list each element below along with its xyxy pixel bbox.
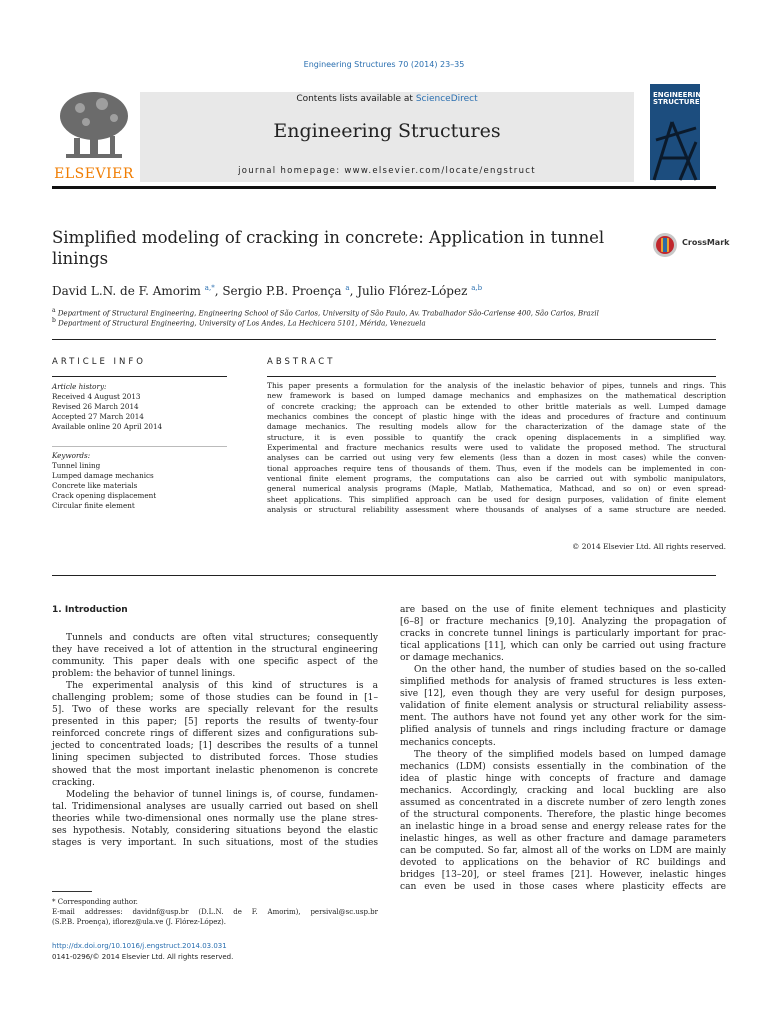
author-list: [52, 284, 712, 298]
abstract-line: ventional finite element programs, the computations can also be carried out with symbolic manipulators,: [267, 474, 726, 484]
abstract-line: tional approaches require tens of thousands of them. Thus, even if the models can be implemented in con-: [267, 463, 726, 473]
text-line: showed that the most important inelastic phenomenon is concrete: [52, 765, 378, 776]
text-line: mechanics concepts.: [400, 737, 496, 748]
abstract-line: of concrete cracking; the approach can be extended to other brittle materials as well. Lumped damage: [267, 401, 726, 411]
text-line: mechanics. Accordingly, cracking and local buckling are also: [400, 785, 726, 796]
abstract-body: [267, 381, 726, 515]
text-line: theories while two-dimensional ones normally use the plane stres-: [52, 813, 378, 824]
abstract-line: analyses can be carried out using very few elements (less than a dozen in most cases) while the conven-: [267, 453, 726, 463]
abstract-line: mechanics combines the concept of plastic hinge with the ideas and procedures of fracture and continuum: [267, 412, 726, 422]
text-line: validation of finite element analysis or structural reliability assess-: [400, 701, 726, 712]
text-line: cracks in concrete tunnel linings is particularly important for prac-: [400, 629, 726, 640]
text-line: an inelastic hinge in a broad sense and energy release rates for the: [400, 821, 726, 832]
journal-homepage[interactable]: journal homepage: www.elsevier.com/locate/engstruct: [238, 166, 536, 176]
text-line: of the structural components. Therefore, the plastic hinge becomes: [400, 809, 726, 820]
journal-cover-image: [650, 84, 708, 180]
text-line: mechanics (LDM) consists essentially in the combination of the: [400, 761, 726, 772]
body-column-right: [400, 604, 726, 893]
text-line: assumed as concentrated in a discrete number of zero length zones: [400, 797, 726, 808]
text-line: On the other hand, the number of studies based on the so-called: [414, 665, 726, 676]
text-line: or damage mechanics.: [400, 653, 504, 664]
text-line: bridges [13–20], or steel frames [21]. However, inelastic hinges: [400, 870, 726, 881]
footnote-rule: [52, 891, 92, 892]
author-affiliation-mark[interactable]: a,b: [471, 284, 483, 292]
text-line: Tunnels and conducts are often vital structures; consequently: [66, 633, 378, 643]
elsevier-wordmark: ELSEVIER: [54, 166, 134, 182]
contents-line: [140, 94, 634, 104]
abstract-line: damage mechanics. The resulting models allow for the characterization of the damage state of the: [267, 422, 726, 432]
corresponding-author-mark[interactable]: *: [211, 284, 215, 292]
abstract-end-rule: [52, 575, 716, 576]
author-affiliation-mark[interactable]: a,: [204, 284, 212, 292]
author-separator: ,: [349, 284, 358, 298]
abstract-line: general numerical analysis programs (Maple, Matlab, Mathematica, Mathcad, and so on) or even spread-: [267, 484, 726, 494]
text-line: lining specimen subjected to distributed forces. Those studies: [52, 753, 378, 764]
author-name: Sergio P.B. Proença: [222, 284, 342, 298]
doi-link[interactable]: http://dx.doi.org/10.1016/j.engstruct.2014.03.031: [52, 942, 227, 950]
affiliation-b: [52, 317, 712, 327]
text-line: can even be used in those cases where plasticity effects are: [400, 882, 726, 893]
contents-prefix: Contents lists available at: [296, 94, 416, 104]
affiliation-mark: b: [52, 317, 56, 324]
text-line: challenging problem; some of those studies can be found in [1–: [52, 693, 378, 704]
keywords-label: Keywords:: [52, 451, 91, 460]
text-line: problem: the behavior of tunnel linings.: [52, 669, 236, 680]
article-history: [52, 382, 227, 432]
history-online: Available online 20 April 2014: [52, 422, 163, 431]
history-revised: Revised 26 March 2014: [52, 402, 139, 411]
keywords: [52, 451, 227, 511]
text-line: community. This paper deals with one specific aspect of the: [52, 657, 378, 668]
text-line: [6–8] or fracture mechanics [9,10]. Analyzing the propagation of: [400, 617, 726, 628]
author-name: David L.N. de F. Amorim: [52, 284, 201, 298]
history-label: Article history:: [52, 382, 107, 391]
crossmark-label: CrossMark: [682, 238, 730, 247]
section-heading-introduction: 1. Introduction: [52, 605, 128, 615]
header-rule: [52, 186, 716, 189]
article-info-rule: [52, 376, 227, 377]
abstract-line: structure, it is even possible to quantify the crack opening displacements in a simplified way.: [267, 432, 726, 442]
abstract-line: new framework is based on lumped damage mechanics and emphasizes on the mathematical description: [267, 391, 726, 401]
keyword: Crack opening displacement: [52, 491, 157, 500]
cover-title: ENGINEERING STRUCTURES: [653, 91, 708, 106]
text-line: devoted to applications on the behavior of RC buildings and: [400, 857, 726, 868]
history-received: Received 4 August 2013: [52, 392, 141, 401]
keyword: Lumped damage mechanics: [52, 471, 154, 480]
text-line: * Corresponding author.: [52, 898, 138, 906]
text-line: 5]. Two of these works are specially relevant for the results: [52, 705, 378, 716]
history-keywords-divider: [52, 446, 227, 447]
keyword: Concrete like materials: [52, 481, 138, 490]
text-line: The experimental analysis of this kind of structures is a: [66, 681, 378, 692]
text-line: plified analysis of tunnels and rings including fracture or damage: [400, 725, 726, 736]
body-column-left: [52, 632, 378, 849]
author-affiliation-mark[interactable]: a: [345, 284, 350, 292]
text-line: cracking.: [52, 777, 95, 788]
text-line: inelastic hinges, as well as other fracture and damage parameters: [400, 833, 726, 844]
text-line: Modeling the behavior of tunnel linings is, of course, fundamen-: [66, 789, 378, 800]
journal-title: Engineering Structures: [273, 120, 501, 142]
abstract-line: This paper presents a formulation for the analysis of the inelastic behavior of pipes, tunnels and rings. This: [267, 381, 726, 390]
abstract-line: Experimental and fracture mechanics results were used to validate the proposed method. The structural: [267, 443, 726, 453]
article-info-heading: ARTICLE INFO: [52, 357, 146, 367]
abstract-copyright: © 2014 Elsevier Ltd. All rights reserved.: [571, 542, 726, 551]
text-line: jected to concentrated loads; [1] describes the results of a tunnel: [52, 741, 378, 752]
text-line: presented in this paper; [5] reports the results of twenty-four: [52, 717, 378, 728]
affiliation-mark: a: [52, 307, 56, 314]
affiliation-text: Department of Structural Engineering, University of Los Andes, La Hechicera 5101, Mérida, Venezuela: [58, 319, 426, 328]
affiliation-a: [52, 307, 712, 317]
author-separator: ,: [214, 284, 223, 298]
affiliation-text: Department of Structural Engineering, Engineering School of São Carlos, University of São Paulo, Av. Trabalhador São-Carlense 400, São Carlos, Brazil: [57, 309, 599, 318]
issn-copyright: 0141-0296/© 2014 Elsevier Ltd. All rights reserved.: [52, 953, 234, 961]
text-line: tal. Tridimensional analyses are usually carried out based on shell: [52, 801, 378, 812]
paper-title: Simplified modeling of cracking in concrete: Application in tunnel linings: [52, 228, 605, 268]
text-line: E-mail addresses: davidnf@usp.br (D.L.N. de F. Amorim), persival@sc.usp.br: [52, 908, 378, 916]
text-line: sive [12], even though they are very useful for design purposes,: [400, 689, 726, 700]
abstract-heading: ABSTRACT: [267, 357, 336, 367]
abstract-line: sheet applications. This simplified approach can be used for design purposes, validation of finite element: [267, 494, 726, 504]
journal-reference[interactable]: Engineering Structures 70 (2014) 23–35: [303, 60, 465, 69]
text-line: (S.P.B. Proença), iflorez@ula.ve (J. Flórez-López).: [52, 918, 227, 926]
abstract-rule: [267, 376, 716, 377]
text-line: ses hypothesis. Notably, considering situations beyond the elastic: [52, 825, 378, 836]
author-name: Julio Flórez-López: [357, 284, 468, 298]
text-line: ment. The authors have not found yet any other work for the sim-: [400, 713, 726, 724]
text-line: are based on the use of finite element techniques and plasticity: [400, 605, 726, 615]
text-line: idea of plastic hinge with concepts of fracture and damage: [400, 773, 726, 784]
abstract-line: analysis or structural reliability assessment where thousands of analyses of a same structure are needed.: [267, 505, 726, 515]
footnotes: [52, 897, 378, 927]
text-line: they have received a lot of attention in the structural engineering: [52, 645, 378, 656]
history-accepted: Accepted 27 March 2014: [52, 412, 144, 421]
text-line: can be computed. So far, almost all of the works on LDM are mainly: [400, 845, 726, 856]
sciencedirect-link[interactable]: ScienceDirect: [415, 94, 478, 104]
text-line: stages is very important. In such situations, most of the studies: [52, 837, 378, 848]
text-line: tical applications [11], which can only be carried out using fracture: [400, 641, 726, 652]
text-line: reinforced concrete rings of different sizes and configurations sub-: [52, 729, 378, 740]
keyword: Tunnel lining: [52, 461, 101, 470]
text-line: The theory of the simplified models based on lumped damage: [414, 749, 726, 760]
affiliation-rule: [52, 339, 716, 340]
keyword: Circular finite element: [52, 501, 135, 510]
text-line: simplified methods for analysis of framed structures is less exten-: [400, 677, 726, 688]
